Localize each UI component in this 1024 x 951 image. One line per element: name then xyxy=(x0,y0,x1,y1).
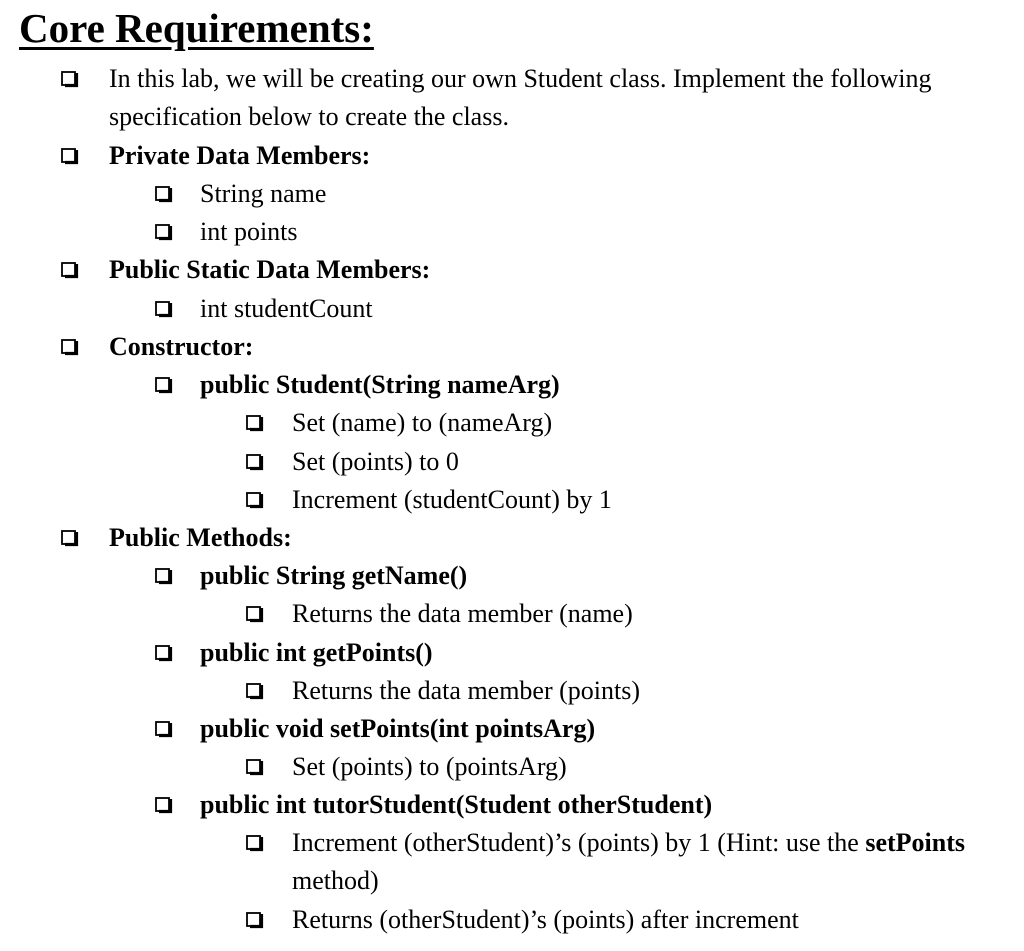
list-item-int-points xyxy=(200,213,298,251)
checkbox-icon[interactable] xyxy=(155,794,173,818)
checkbox-icon[interactable] xyxy=(246,603,264,627)
ctor-increment-text: Increment (studentCount) by 1 xyxy=(292,485,612,514)
getpoints-signature: public int getPoints() xyxy=(200,638,433,667)
list-item-setpoints-desc xyxy=(292,748,567,786)
tutor-description-line-2: method) xyxy=(292,866,379,896)
checkbox-icon[interactable] xyxy=(246,489,264,513)
list-item-student-count xyxy=(200,290,373,328)
list-item-static-members xyxy=(109,251,430,289)
checkbox-icon[interactable] xyxy=(61,259,79,283)
list-item-tutorstudent xyxy=(200,786,712,824)
private-name-text: String name xyxy=(200,179,327,208)
intro-line-2: specification below to create the class. xyxy=(109,102,509,132)
setpoints-hint-emphasis: setPoints xyxy=(865,828,965,857)
list-item-tutor-desc-2 xyxy=(292,901,799,939)
list-item-constructor xyxy=(109,328,253,366)
list-item-getname xyxy=(200,557,467,595)
checkbox-icon[interactable] xyxy=(61,145,79,169)
list-item-tutor-desc-1 xyxy=(292,824,965,901)
checkbox-icon[interactable] xyxy=(61,336,79,360)
list-item-intro xyxy=(109,60,931,137)
list-item-public-methods xyxy=(109,519,292,557)
intro-line-1: In this lab, we will be creating our own Student class. Implement the following xyxy=(109,64,932,93)
checkbox-icon[interactable] xyxy=(246,412,264,436)
tutor-desc-text: Increment (otherStudent)’s (points) by 1 (Hint: use the xyxy=(292,828,866,857)
private-points-text: int points xyxy=(200,217,298,246)
list-item-set-name xyxy=(292,404,552,442)
setpoints-signature: public void setPoints(int pointsArg) xyxy=(200,714,596,743)
private-members-heading: Private Data Members: xyxy=(109,141,371,170)
list-item-set-points-zero xyxy=(292,443,459,481)
checkbox-icon[interactable] xyxy=(246,680,264,704)
tutor-description-returns: Returns (otherStudent)’s (points) after increment xyxy=(292,905,799,934)
setpoints-description: Set (points) to (pointsArg) xyxy=(292,752,567,781)
checkbox-icon[interactable] xyxy=(246,756,264,780)
checkbox-icon[interactable] xyxy=(155,642,173,666)
checkbox-icon[interactable] xyxy=(246,451,264,475)
checkbox-icon[interactable] xyxy=(155,718,173,742)
constructor-signature: public Student(String nameArg) xyxy=(200,370,560,399)
list-item-string-name xyxy=(200,175,326,213)
list-item-getname-desc xyxy=(292,595,633,633)
constructor-heading: Constructor: xyxy=(109,332,254,361)
checkbox-icon[interactable] xyxy=(246,909,264,933)
list-item-getpoints-desc xyxy=(292,672,640,710)
static-count-text: int studentCount xyxy=(200,294,373,323)
checkbox-icon[interactable] xyxy=(155,221,173,245)
getname-description: Returns the data member (name) xyxy=(292,599,633,628)
public-methods-heading: Public Methods: xyxy=(109,523,292,552)
getname-signature: public String getName() xyxy=(200,561,468,590)
static-members-heading: Public Static Data Members: xyxy=(109,255,431,284)
tutor-description-line-1 xyxy=(292,824,965,862)
checkbox-icon[interactable] xyxy=(61,527,79,551)
getpoints-description: Returns the data member (points) xyxy=(292,676,641,705)
checkbox-icon[interactable] xyxy=(61,68,79,92)
checkbox-icon[interactable] xyxy=(155,298,173,322)
list-item-increment-count xyxy=(292,481,612,519)
checkbox-icon[interactable] xyxy=(155,565,173,589)
list-item-constructor-signature xyxy=(200,366,560,404)
list-item-setpoints xyxy=(200,710,595,748)
tutor-signature: public int tutorStudent(Student otherStudent) xyxy=(200,790,713,819)
list-item-getpoints xyxy=(200,634,433,672)
checkbox-icon[interactable] xyxy=(155,183,173,207)
page-title: Core Requirements: xyxy=(19,5,374,51)
ctor-set-name-text: Set (name) to (nameArg) xyxy=(292,408,553,437)
checkbox-icon[interactable] xyxy=(155,374,173,398)
list-item-private-members xyxy=(109,137,370,175)
ctor-set-points-text: Set (points) to 0 xyxy=(292,447,459,476)
checkbox-icon[interactable] xyxy=(246,832,264,856)
